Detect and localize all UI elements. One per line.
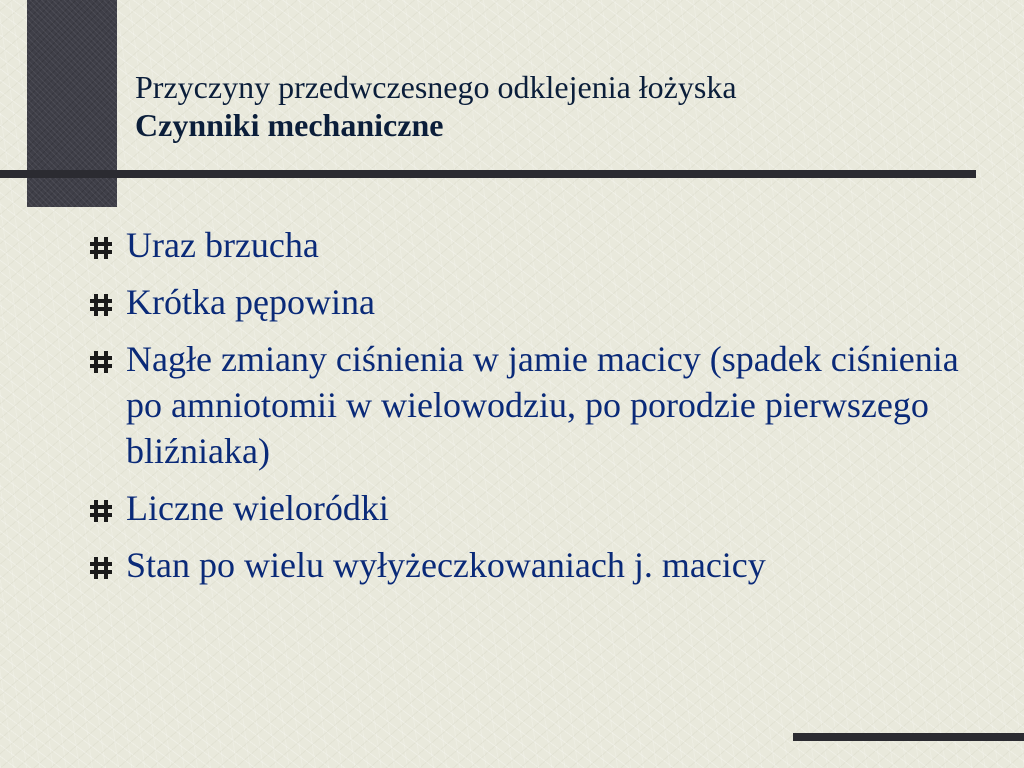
list-item-text: Krótka pępowina — [126, 282, 375, 322]
list-item — [88, 279, 988, 325]
list-item — [88, 222, 988, 268]
bottom-accent-line — [793, 733, 1024, 741]
list-item-text: Liczne wieloródki — [126, 488, 389, 528]
list-item-text: Stan po wielu wyłyżeczkowaniach j. macicy — [126, 545, 766, 585]
list-item — [88, 336, 988, 474]
hash-icon — [88, 498, 114, 524]
hash-icon — [88, 235, 114, 261]
slide-title — [135, 68, 737, 144]
hash-icon — [88, 292, 114, 318]
hash-icon — [88, 349, 114, 375]
list-item-text: Nagłe zmiany ciśnienia w jamie macicy (spadek ciśnienia po amniotomii w wielowodziu, po porodzie pierwszego bliźniaka) — [126, 339, 959, 471]
list-item — [88, 485, 988, 531]
hash-icon — [88, 555, 114, 581]
list-item-text: Uraz brzucha — [126, 225, 319, 265]
slide-subtitle: Czynniki mechaniczne — [135, 107, 444, 143]
slide-title-line1: Przyczyny przedwczesnego odklejenia łożyska — [135, 69, 737, 105]
list-item — [88, 542, 988, 588]
bullet-list — [88, 222, 988, 599]
title-divider-line — [0, 170, 976, 178]
